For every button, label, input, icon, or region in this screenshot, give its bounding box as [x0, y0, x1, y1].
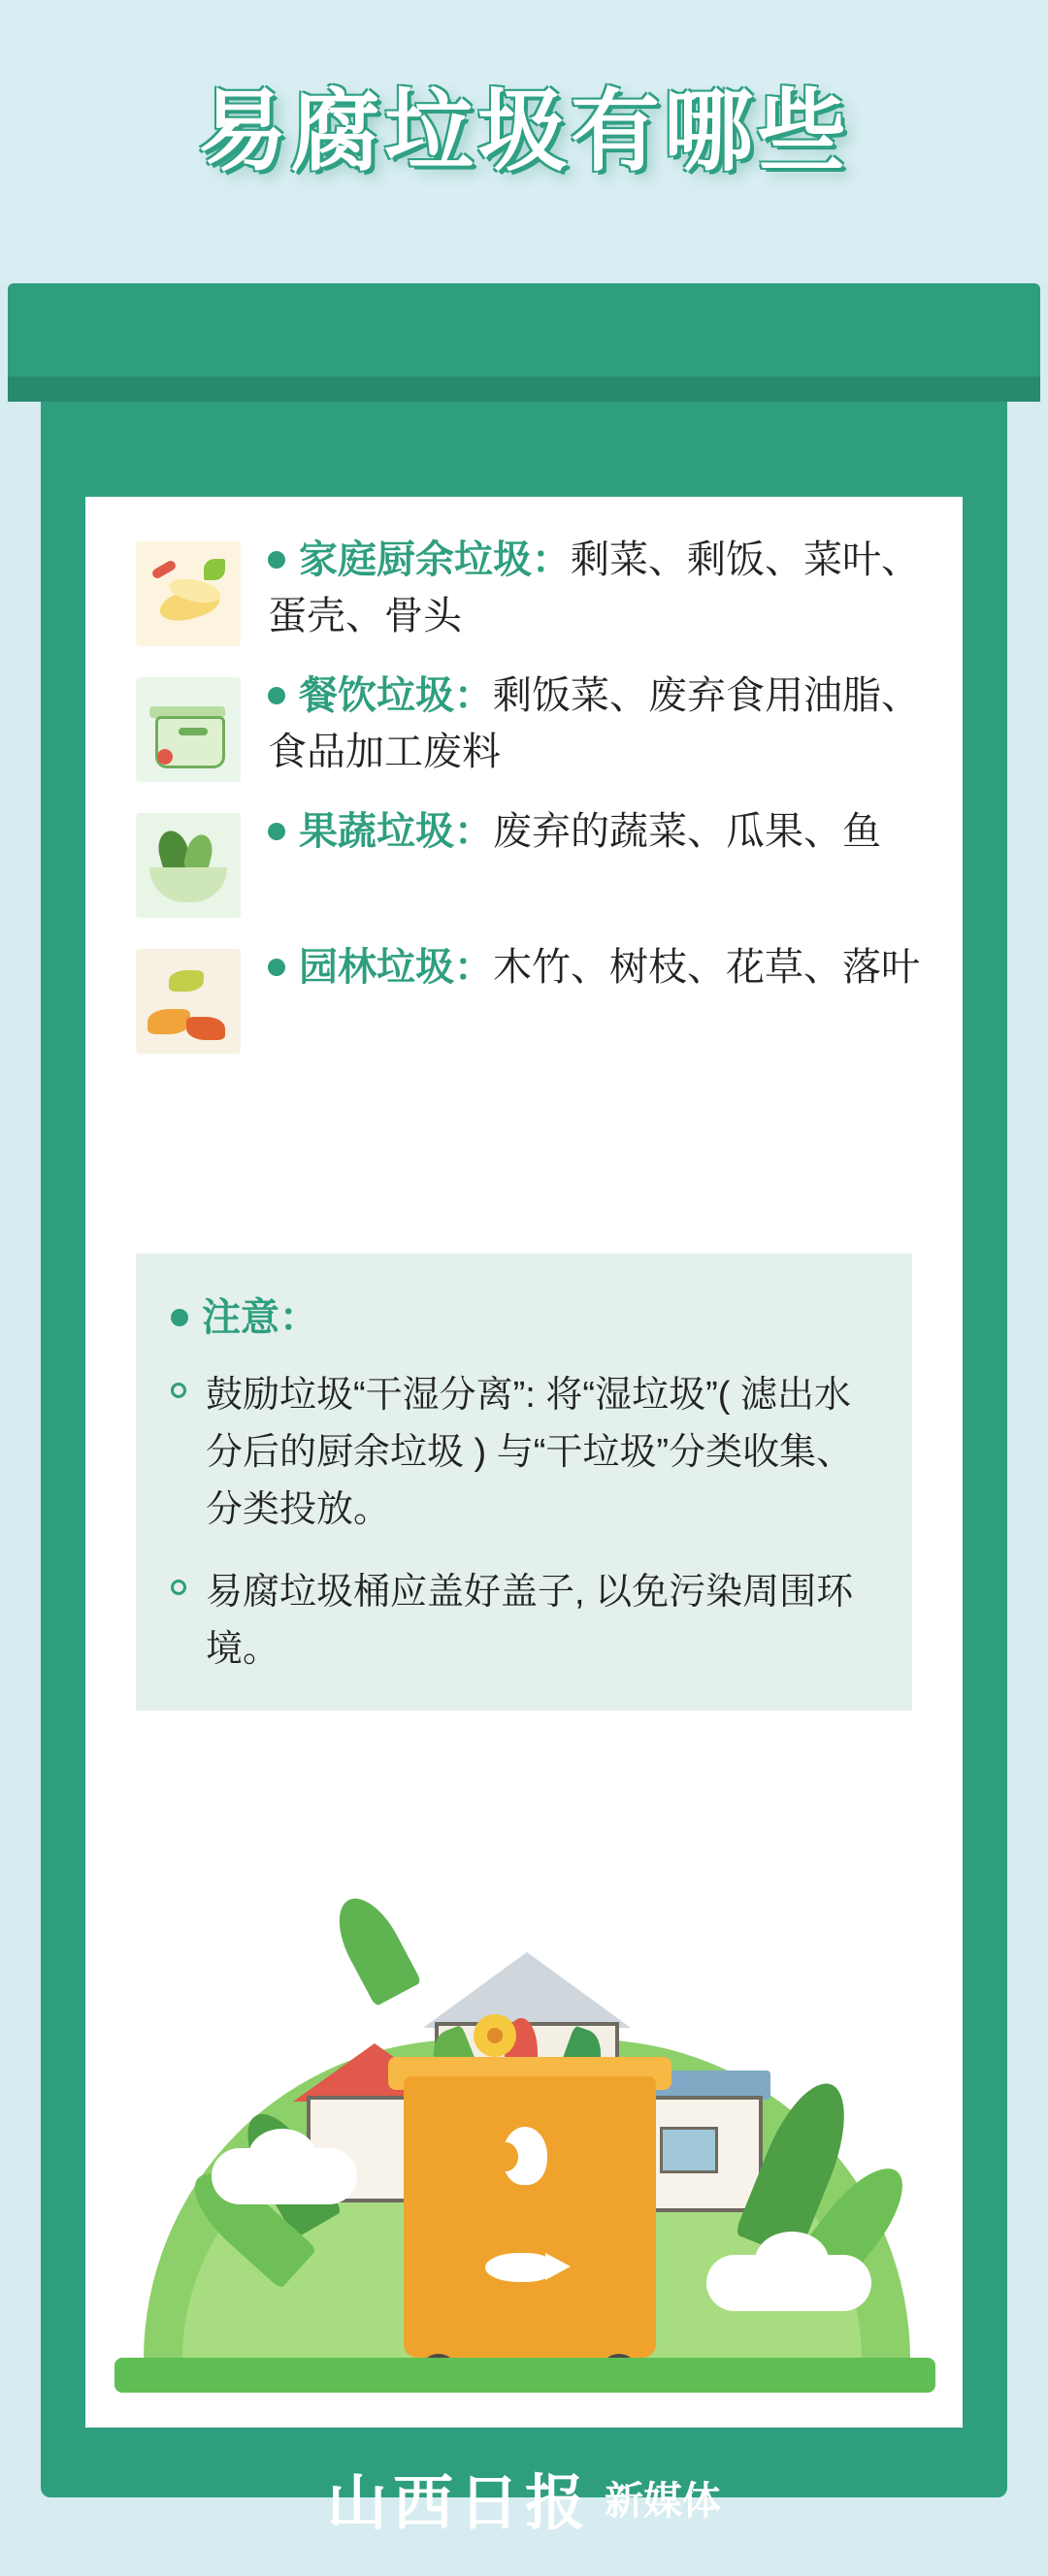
notice-title	[171, 1287, 877, 1342]
flower-center-shape	[487, 2028, 503, 2043]
bullet-dot-icon	[171, 1309, 188, 1326]
notice-paragraph-text: 鼓励垃圾“干湿分离”: 将“湿垃圾”( 滤出水分后的厨余垃圾 ) 与“干垃圾”分类收集、分类投放。	[206, 1375, 854, 1530]
compost-bin-scene-illustration	[85, 1884, 963, 2428]
hollow-bullet-icon	[171, 1383, 186, 1398]
food-scraps-thumbnail	[136, 541, 241, 646]
notice-box	[136, 1254, 912, 1711]
bin-lid-shape	[8, 283, 1040, 390]
list-item	[85, 668, 963, 782]
list-item-text	[268, 939, 963, 995]
list-item-body: 剩菜、剩饭、菜叶、蛋壳、骨头	[268, 538, 920, 637]
bullet-dot-icon	[268, 551, 285, 569]
notice-title-text: 注意：	[202, 1296, 318, 1339]
fish-bone-icon	[485, 2253, 553, 2282]
list-item-body: 木竹、树枝、花草、落叶	[493, 946, 920, 989]
list-item-body: 剩饭菜、废弃食用油脂、食品加工废料	[268, 674, 920, 773]
page-title: 易腐垃圾有哪些	[197, 82, 850, 181]
list-item-head: 餐饮垃圾：	[299, 674, 493, 717]
house-roof-icon	[423, 1952, 631, 2028]
bullet-dot-icon	[268, 823, 285, 840]
list-item-head: 果蔬垃圾：	[299, 810, 493, 853]
bullet-dot-icon	[268, 959, 285, 976]
footer-logo	[0, 2455, 1048, 2541]
publisher-name: 山西日报	[326, 2471, 591, 2537]
ground-shape	[115, 2358, 935, 2393]
restaurant-waste-thumbnail	[136, 677, 241, 782]
cloud-icon	[755, 2232, 829, 2290]
page-header	[0, 0, 1048, 281]
publisher-suffix: 新媒体	[605, 2480, 721, 2523]
notice-paragraph-text: 易腐垃圾桶应盖好盖子, 以免污染周围环境。	[206, 1571, 854, 1670]
notice-paragraph	[171, 1564, 877, 1679]
bullet-dot-icon	[268, 687, 285, 704]
bin-lid-shadow-shape	[8, 376, 1040, 402]
list-item	[85, 939, 963, 1054]
organic-waste-bin-icon	[404, 2076, 656, 2358]
content-card	[85, 497, 963, 2428]
list-item-head: 家庭厨余垃圾：	[299, 538, 571, 581]
list-item-text	[268, 532, 963, 644]
apple-bite-shape	[493, 2142, 518, 2171]
list-item	[85, 803, 963, 918]
list-item	[85, 532, 963, 646]
window-shape	[660, 2127, 718, 2173]
list-item-head: 园林垃圾：	[299, 946, 493, 989]
notice-paragraph	[171, 1367, 877, 1539]
fish-tail-shape	[545, 2253, 571, 2280]
cloud-icon	[248, 2129, 316, 2183]
list-item-body: 废弃的蔬菜、瓜果、鱼	[493, 810, 881, 853]
vegetable-waste-thumbnail	[136, 813, 241, 918]
leaf-icon	[325, 1888, 421, 2006]
hollow-bullet-icon	[171, 1580, 186, 1595]
list-item-text	[268, 668, 963, 780]
waste-category-list	[85, 532, 963, 1075]
garden-waste-thumbnail	[136, 949, 241, 1054]
list-item-text	[268, 803, 963, 860]
